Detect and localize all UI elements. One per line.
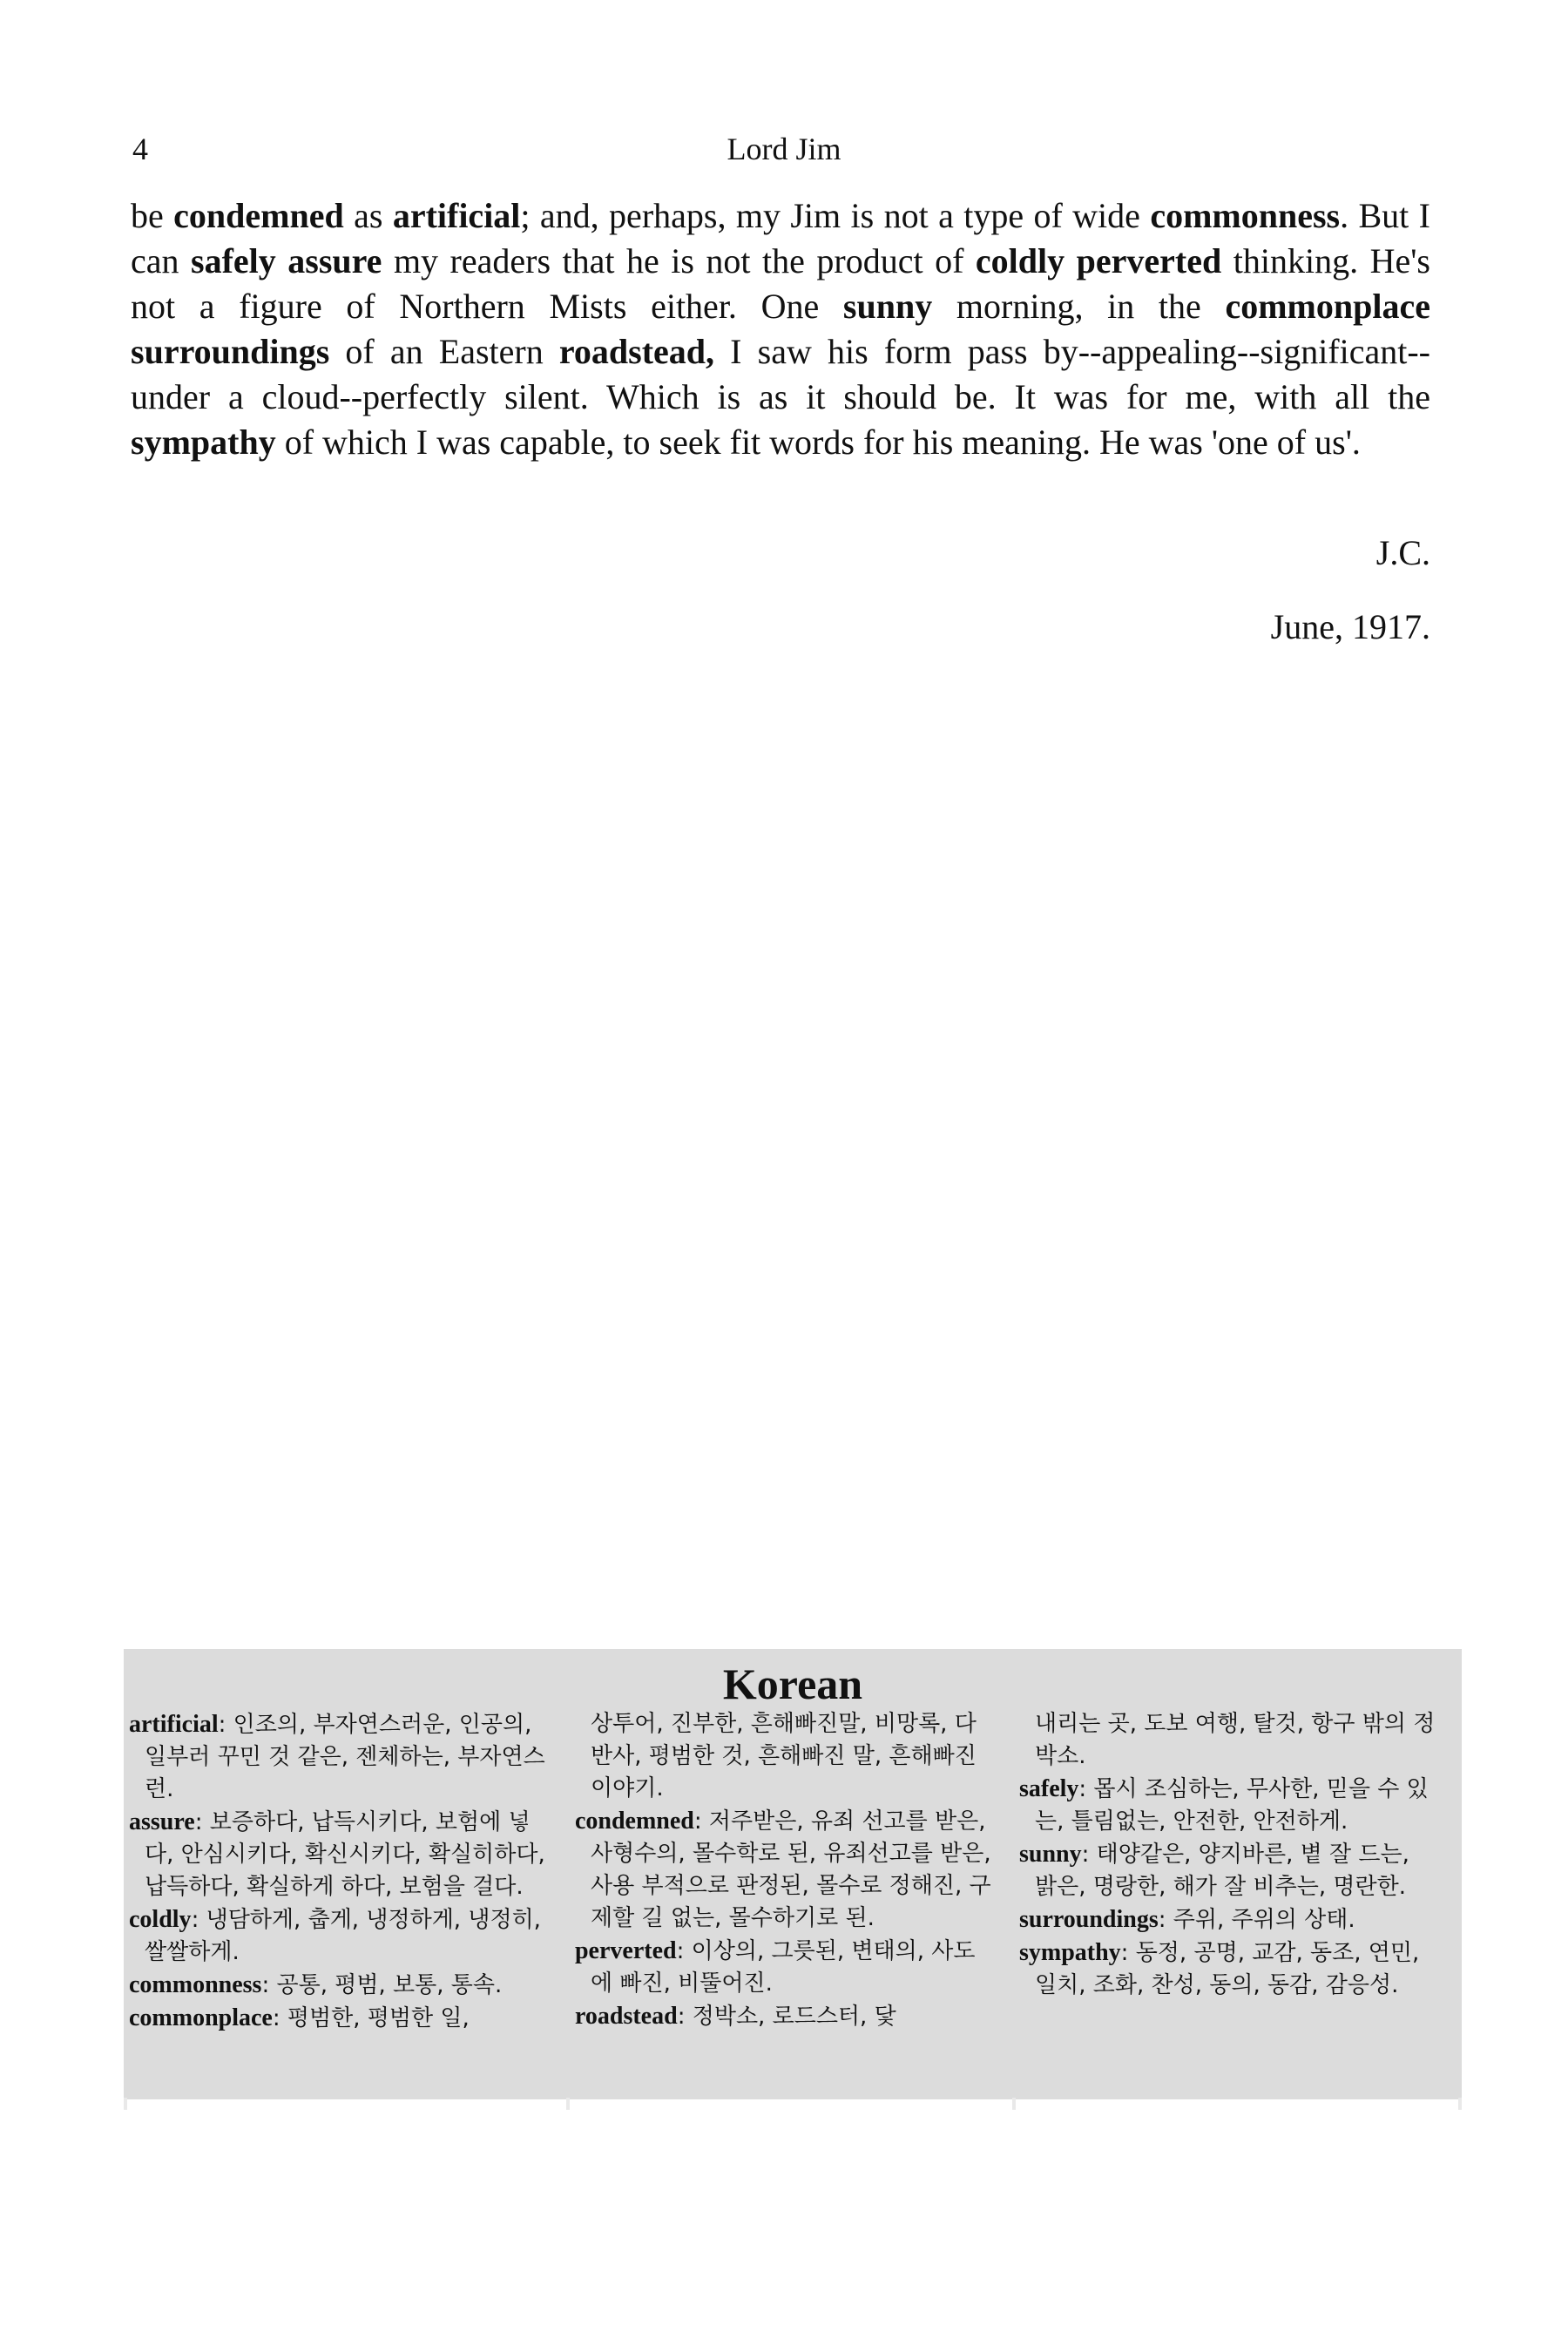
running-title: Lord Jim	[727, 132, 841, 166]
glossary-term-highlight: artificial	[392, 196, 521, 235]
glossary-term: coldly	[129, 1906, 192, 1933]
glossary-entry	[129, 1708, 552, 1806]
page-number: 4	[132, 132, 148, 166]
glossary-term: surroundings	[1018, 1906, 1159, 1933]
column-divider	[1458, 2098, 1462, 2110]
body-text-run: my readers that he is not the product of	[382, 241, 976, 280]
body-text-run: of which I was capable, to seek fit words for his meaning. He was 'one of us'.	[275, 422, 1361, 462]
glossary-definition: : 냉담하게, 춥게, 냉정하게, 냉정히, 쌀쌀하게.	[145, 1907, 541, 1965]
glossary-term: perverted	[574, 1937, 677, 1964]
body-text-run: thinking. He's not a figure of Northern Mists either. One	[131, 241, 1430, 326]
body-text-run: morning, in the	[932, 287, 1226, 326]
glossary-column-2	[571, 1708, 1014, 2035]
column-divider	[124, 2098, 127, 2110]
glossary-entry	[575, 1805, 995, 1935]
glossary-term: roadstead	[574, 2003, 678, 2030]
body-text-run: as	[343, 196, 393, 235]
glossary-column-1	[129, 1708, 571, 2035]
glossary-term: assure	[129, 1808, 195, 1835]
glossary-definition: : 동정, 공명, 교감, 동조, 연민, 일치, 조화, 찬성, 동의, 동감, 감응성.	[1034, 1940, 1420, 1998]
glossary-term-highlight: condemned	[173, 196, 344, 235]
glossary-term: sympathy	[1018, 1939, 1121, 1966]
glossary-definition: : 태양같은, 양지바른, 볕 잘 드는, 밝은, 명랑한, 해가 잘 비추는, 명란한.	[1034, 1842, 1409, 1900]
glossary-term-highlight: sunny	[842, 287, 933, 326]
glossary-definition: : 평범한, 평범한 일,	[272, 2005, 470, 2031]
glossary-continuation: 내리는 곳, 도보 여행, 탈것, 항구 밖의 정박소.	[1034, 1711, 1436, 1769]
glossary-term: commonness	[129, 1971, 262, 1998]
body-text-run: be	[131, 196, 174, 235]
glossary-term-highlight: roadstead,	[558, 332, 715, 371]
glossary-entry	[575, 1935, 995, 2000]
column-divider	[566, 2098, 570, 2110]
signature-initials: J.C.	[1375, 533, 1430, 572]
column-divider	[1012, 2098, 1016, 2110]
glossary-entry	[129, 1903, 552, 1969]
glossary-entry	[575, 2000, 995, 2033]
glossary-term: condemned	[574, 1808, 694, 1835]
glossary-definition: : 공통, 평범, 보통, 통속.	[261, 1972, 503, 1998]
glossary-entry	[1019, 1838, 1437, 1903]
glossary-definition: : 주위, 주위의 상태.	[1158, 1907, 1355, 1933]
glossary-term-highlight: commonplace surroundings	[131, 287, 1430, 371]
signature-block	[1271, 516, 1430, 664]
glossary-continuation: 상투어, 진부한, 흔해빠진말, 비망록, 다반사, 평범한 것, 흔해빠진 말, 흔해빠진 이야기.	[590, 1711, 977, 1801]
glossary-term-highlight: coldly perverted	[975, 241, 1222, 280]
glossary-term: safely	[1018, 1775, 1079, 1802]
signature-date: June, 1917.	[1270, 607, 1430, 646]
glossary-box	[124, 1649, 1462, 2099]
glossary-columns	[129, 1708, 1456, 2035]
glossary-column-3	[1014, 1708, 1456, 2035]
glossary-entry	[1019, 1903, 1437, 1936]
glossary-entry	[1019, 1936, 1437, 2002]
glossary-definition: : 인조의, 부자연스러운, 인공의, 일부러 꾸민 것 같은, 젠체하는, 부자연스런.	[145, 1712, 545, 1802]
body-text-run: I saw his form pass by--appealing--significant--under a cloud--perfectly silent. Which is as it should be. It was for me, with all the	[131, 332, 1430, 416]
body-text-run: ; and, perhaps, my Jim is not a type of wide	[520, 196, 1151, 235]
glossary-definition: : 이상의, 그릇된, 변태의, 사도에 빠진, 비뚤어진.	[590, 1938, 976, 1997]
glossary-title: Korean	[722, 1659, 863, 1708]
glossary-entry	[1019, 1773, 1437, 1838]
body-text-run: of an Eastern	[329, 332, 559, 371]
glossary-definition: : 정박소, 로드스터, 닻	[677, 2004, 896, 2030]
glossary-term-highlight: commonness	[1150, 196, 1341, 235]
body-text-run: . But I can	[131, 196, 1430, 280]
glossary-definition: : 보증하다, 납득시키다, 보험에 넣다, 안심시키다, 확신시키다, 확실히하다, 납득하다, 확실하게 하다, 보험을 걸다.	[145, 1809, 545, 1900]
glossary-term-highlight: safely assure	[191, 241, 382, 280]
body-paragraph	[131, 193, 1430, 465]
glossary-term-highlight: sympathy	[131, 422, 276, 462]
glossary-entry	[129, 2002, 552, 2035]
glossary-term: sunny	[1018, 1841, 1082, 1868]
glossary-definition: : 저주받은, 유죄 선고를 받은, 사형수의, 몰수학로 된, 유죄선고를 받은, 사용 부적으로 판정된, 몰수로 정해진, 구제할 길 없는, 몰수하기로 된.	[590, 1808, 991, 1931]
glossary-entry	[129, 1969, 552, 2002]
glossary-entry	[129, 1806, 552, 1903]
glossary-term: commonplace	[129, 2004, 273, 2031]
glossary-term: artificial	[129, 1711, 219, 1738]
glossary-definition: : 몹시 조심하는, 무사한, 믿을 수 있는, 틀림없는, 안전한, 안전하게.	[1034, 1776, 1429, 1835]
